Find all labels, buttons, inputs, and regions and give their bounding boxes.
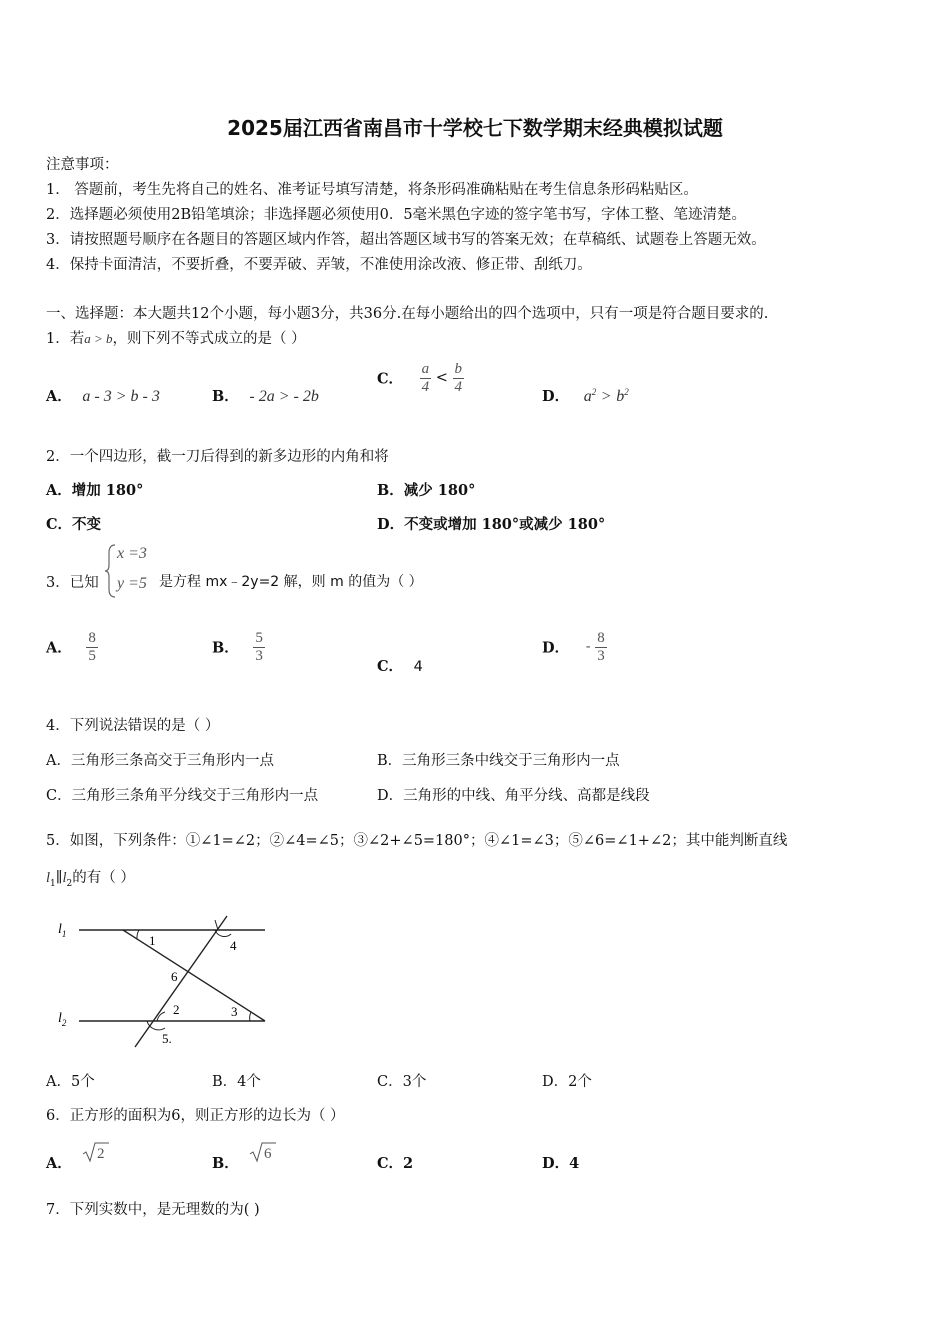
q1-stem-pre: 1．若 — [46, 331, 85, 347]
q3-d-frac: $\frac{8}{3}$ — [597, 630, 605, 664]
svg-text:6: 6 — [264, 1146, 272, 1162]
angle-1-arc — [137, 930, 139, 939]
angle-4-arc — [215, 930, 231, 937]
q3-a-label: A． — [46, 639, 72, 657]
q3-b-frac: $\frac{5}{3}$ — [255, 630, 263, 664]
q5-option-a: A．5个 — [46, 1074, 95, 1090]
q3-stem-pre: 3．已知 — [46, 575, 99, 591]
q3-d-sign: - — [585, 639, 591, 655]
notice-item-1: 1． 答题前，考生先将自己的姓名、准考证号填写清楚，将条形码准确粘贴在考生信息条形码粘贴区。 — [46, 182, 698, 198]
q3-b-label: B． — [212, 639, 239, 657]
q5-stem-post: 的有（ ） — [72, 870, 135, 886]
fig-angle-2: 2 — [173, 1002, 180, 1017]
question-2: 2．一个四边形，截一刀后得到的新多边形的内角和将 — [46, 449, 389, 465]
q1-d-exp1: 2 — [591, 387, 597, 398]
q2-option-b: B．减少 180° — [377, 482, 476, 499]
q5-figure — [55, 912, 275, 1052]
notice-item-4: 4．保持卡面清洁，不要折叠，不要弄破、弄皱，不准使用涂改液、修正带、刮纸刀。 — [46, 257, 592, 273]
fig-angle-5: 5. — [162, 1031, 172, 1046]
fig-l1-label: $l_1$ — [58, 922, 67, 939]
q4-option-a: A．三角形三条高交于三角形内一点 — [46, 753, 274, 769]
q5-parallel: ∥ — [55, 870, 63, 886]
q3-d-label: D． — [542, 639, 570, 657]
q6-a-sqrt-icon — [82, 1140, 110, 1164]
q1-d-exp2: 2 — [624, 387, 629, 398]
fig-angle-3: 3 — [231, 1004, 238, 1019]
fig-l2-label: $l_2$ — [58, 1011, 67, 1028]
q5-stem-line2 — [46, 866, 135, 889]
q6-b-label: B． — [212, 1155, 239, 1172]
q1-a-expr: a - 3 > b - 3 — [82, 388, 160, 405]
q3-c-value: 4 — [413, 659, 423, 675]
q3-c-label: C． — [377, 658, 404, 675]
q6-b-sqrt-icon — [249, 1140, 277, 1164]
q1-d-base2: b — [616, 388, 625, 405]
q5-option-c: C．3个 — [377, 1074, 427, 1090]
q2-option-d: D．不变或增加 180°或减少 180° — [377, 516, 606, 533]
q5-l2-sub: 2 — [66, 878, 73, 889]
q4-option-b: B．三角形三条中线交于三角形内一点 — [377, 753, 620, 769]
q1-c-frac-1: $\frac{a}{4}$ — [421, 361, 430, 395]
page-title: 2025届江西省南昌市十学校七下数学期末经典模拟试题 — [227, 116, 723, 140]
angle-5-arc — [147, 1021, 165, 1030]
q5-l1-sub: 1 — [50, 878, 56, 889]
q3-stem-post: 是方程 mx﹣2y=2 解，则 m 的值为（ ） — [159, 574, 423, 590]
q5-option-d: D．2个 — [542, 1074, 592, 1090]
q1-c-frac-2: $\frac{b}{4}$ — [454, 361, 463, 395]
q1-b-label: B． — [212, 388, 239, 405]
angle-3-arc — [250, 1012, 251, 1021]
q1-a-label: A． — [46, 388, 72, 405]
question-6: 6．正方形的面积为6，则正方形的边长为（ ） — [46, 1108, 345, 1124]
fig-angle-6: 6 — [171, 969, 178, 984]
q1-stem-post: ，则下列不等式成立的是（ ） — [112, 331, 306, 347]
q1-option-b — [212, 385, 319, 406]
q5-l2: l — [62, 870, 67, 886]
transversal-1 — [123, 930, 265, 1021]
q2-option-a: A．增加 180° — [46, 482, 144, 499]
section-heading: 一、选择题：本大题共12个小题，每小题3分，共36分.在每小题给出的四个选项中，只有一项是符合题目要求的. — [46, 306, 769, 322]
q1-option-c — [377, 361, 464, 395]
q3-a-frac: $\frac{8}{5}$ — [88, 630, 96, 664]
q2-option-c: C．不变 — [46, 516, 102, 533]
q6-option-b — [212, 1140, 277, 1173]
q1-d-label: D． — [542, 388, 570, 405]
angle-4-tick — [215, 920, 218, 930]
notice-item-2: 2．选择题必须使用2B铅笔填涂；非选择题必须使用0．5毫米黑色字迹的签字笔书写，字体工整、笔迹清楚。 — [46, 207, 747, 223]
q1-option-a — [46, 385, 160, 406]
q5-option-b: B．4个 — [212, 1074, 261, 1090]
q3-option-a — [46, 630, 98, 664]
fig-angle-1: 1 — [149, 933, 156, 948]
q3-option-d — [542, 630, 607, 664]
q4-option-d: D．三角形的中线、角平分线、高都是线段 — [377, 788, 650, 804]
q1-b-expr: - 2a > - 2b — [249, 388, 319, 405]
q6-a-label: A． — [46, 1155, 72, 1172]
q3-system-eq1: x =3 — [117, 545, 147, 562]
q1-c-label: C． — [377, 370, 404, 388]
question-5: 5．如图，下列条件：①∠1=∠2；②∠4=∠5；③∠2+∠5=180°；④∠1=∠3；⑤∠6=∠1+∠2；其中能判断直线 — [46, 833, 788, 849]
q3-brace — [103, 543, 117, 599]
q6-option-a — [46, 1140, 110, 1173]
q3-option-c — [377, 655, 423, 676]
q3-option-b — [212, 630, 265, 664]
question-1 — [46, 327, 306, 348]
q1-option-d — [542, 385, 629, 406]
fig-angle-4: 4 — [230, 938, 237, 953]
q6-option-d: D．4 — [542, 1155, 580, 1172]
question-7: 7．下列实数中，是无理数的为( ) — [46, 1202, 260, 1218]
svg-text:2: 2 — [97, 1146, 105, 1162]
notice-item-3: 3．请按照题号顺序在各题目的答题区域内作答，超出答题区域书写的答案无效；在草稿纸、试题卷上答题无效。 — [46, 232, 766, 248]
q1-c-op: < — [435, 370, 448, 386]
question-4: 4．下列说法错误的是（ ） — [46, 718, 220, 734]
q3-system-eq2: y =5 — [117, 575, 147, 592]
q4-option-c: C．三角形三条角平分线交于三角形内一点 — [46, 788, 319, 804]
notice-heading: 注意事项： — [46, 157, 119, 173]
q5-l1: l — [46, 870, 51, 886]
q1-d-op: > — [600, 388, 612, 405]
q6-option-c: C．2 — [377, 1155, 414, 1172]
q1-condition: a > b — [84, 331, 113, 346]
q1-d-base1: a — [583, 388, 592, 405]
